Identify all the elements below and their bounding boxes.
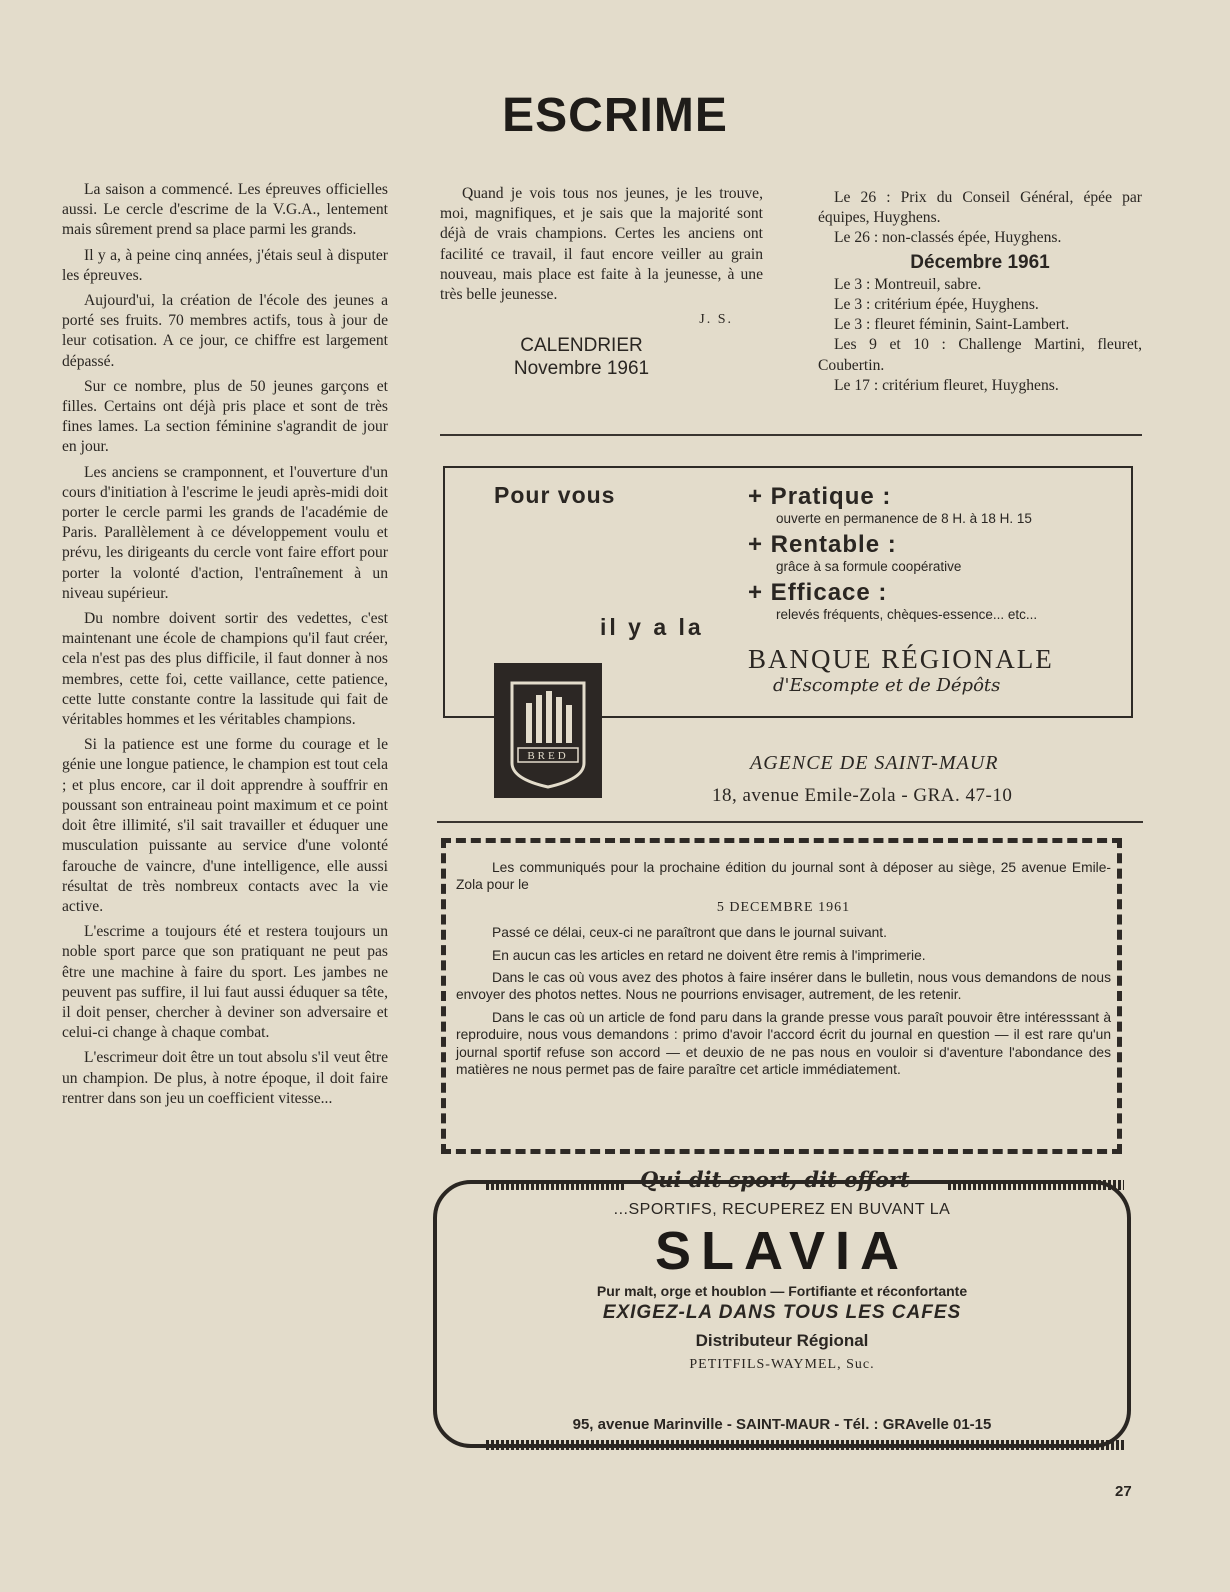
bred-feature-title: + Rentable :	[748, 531, 897, 558]
bred-feature-title: + Pratique :	[748, 483, 892, 510]
calendar-entry: Le 3 : Montreuil, sabre.	[834, 275, 982, 293]
article-column-1	[62, 180, 388, 1114]
slavia-line-2: Pur malt, orge et houblon — Fortifiante et réconfortante	[596, 1283, 968, 1299]
calendar-entry: Les 9 et 10 : Challenge Martini, fleuret, Coubertin.	[818, 336, 1142, 374]
slavia-line-3: EXIGEZ-LA DANS TOUS LES CAFES	[602, 1302, 962, 1323]
calendar-heading: CALENDRIER	[520, 335, 643, 357]
agency-name: AGENCE DE SAINT-MAUR	[750, 752, 999, 774]
article-paragraph: L'escrime a toujours été et restera toujours un noble sport parce que son pratiquant ne peut pas être une machine à faire du sport. Les jambes ne peuvent pas suffire, il lui faut aussi éduquer sa tête, il doit penser, chercher à deviner son adversaire et celui-ci change à chaque combat.	[62, 923, 388, 1042]
slavia-line-5: PETITFILS-WAYMEL, Suc.	[689, 1357, 875, 1372]
notice-deadline-date: 5 DECEMBRE 1961	[716, 899, 851, 915]
article-column-2	[440, 184, 763, 380]
slavia-slogan: Qui dit sport, dit effort	[640, 1167, 910, 1192]
bred-shield-icon	[494, 663, 602, 798]
divider-rule	[437, 821, 1143, 823]
article-paragraph: L'escrimeur doit être un tout absolu s'il veut être un champion. De plus, à notre époque, il doit faire rentrer dans son jeu un coefficient vitesse...	[62, 1049, 388, 1107]
calendar-month-november: Novembre 1961	[513, 358, 650, 380]
article-paragraph: Du nombre doivent sortir des vedettes, c'est maintenant une école de champions qu'il faut créer, cela n'est pas des plus difficile, il faut donner à nos membres, cette foi, cette vaillance, cette patience, cette lutte constante contre la lassitude qui fait de véritables hommes et les véritables champions.	[62, 610, 388, 729]
bred-ad-pour-vous: Pour vous	[494, 482, 616, 508]
article-paragraph: Sur ce nombre, plus de 50 jeunes garçons et filles. Certains ont déjà pris place et sont de très fines lames. La section féminine s'agrandit de jour en jour.	[62, 377, 388, 456]
slavia-brand: SLAVIA	[654, 1221, 909, 1281]
bred-feature	[748, 580, 1037, 623]
article-paragraph: Les anciens se cramponnent, et l'ouverture d'un cours d'initiation à l'escrime le jeudi après-midi doit porter le cercle parmi les grands de l'académie de Paris. Parallèlement à ce développement voulu et prévu, les dirigeants du cercle vont faire effort pour porter la volonté d'action, l'entraînement à un niveau supérieur.	[62, 463, 388, 602]
bred-feature-desc: ouverte en permanence de 8 H. à 18 H. 15	[776, 511, 1032, 526]
bred-feature-title: + Efficace :	[748, 579, 888, 606]
article-paragraph: Si la patience est une forme du courage et le génie une longue patience, le champion est tout cela ; et plus encore, car il doit apprendre à souffrir en poussant son entraineau point maximum et ce point doit être illimité, s'il sait travailler et éduquer une musculation puissante au service d'une volonté farouche de vaincre, d'une intelligence, elle aussi résultat de très nombreux contacts avec la vie active.	[62, 736, 388, 915]
bred-logo	[494, 663, 602, 798]
calendar-entry: Le 3 : fleuret féminin, Saint-Lambert.	[834, 316, 1070, 334]
notice-paragraph: Dans le cas où vous avez des photos à faire insérer dans le bulletin, nous vous demandons de nous envoyer des photos nettes. Nous ne pourrions envisager, autrement, de les retenir.	[456, 970, 1111, 1003]
calendar-column	[818, 188, 1142, 396]
page-number: 27	[1115, 1483, 1132, 1500]
calendar-month-december: Décembre 1961	[910, 251, 1050, 273]
article-paragraph: La saison a commencé. Les épreuves officielles aussi. Le cercle d'escrime de la V.G.A., lentement mais sûrement prend sa place parmi les grands.	[62, 181, 388, 239]
article-paragraph: Il y a, à peine cinq années, j'étais seul à disputer les épreuves.	[62, 246, 388, 284]
bred-logo-text: BRED	[527, 750, 569, 762]
article-paragraph: Quand je vois tous nos jeunes, je les trouve, moi, magnifiques, et je sais que la majorité sont déjà de vrais champions. Certes les anciens ont facilité ce travail, il faut encore veiller au grain nouveau, mais place est faite à la jeunesse, à une très belle jeunesse.	[440, 185, 763, 304]
decorative-bar	[948, 1180, 1124, 1190]
bred-feature-desc: relevés fréquents, chèques-essence... etc...	[776, 607, 1038, 622]
bred-feature	[748, 532, 961, 575]
decorative-bar	[486, 1440, 1126, 1450]
bred-feature-desc: grâce à sa formule coopérative	[776, 559, 962, 574]
bred-ad-il-y-a-la: il y a la	[600, 614, 704, 640]
article-paragraph: Aujourd'ui, la création de l'école des jeunes a porté ses fruits. 70 membres actifs, tous à jour de leur cotisation. A ce jour, ce chiffre est largement dépassé.	[62, 292, 388, 370]
notice-paragraph: Les communiqués pour la prochaine édition du journal sont à déposer au siège, 25 avenue Emile-Zola pour le	[456, 860, 1111, 893]
agency-address: 18, avenue Emile-Zola - GRA. 47-10	[712, 785, 1013, 806]
bred-feature	[748, 484, 1032, 527]
page-title: ESCRIME	[502, 89, 728, 142]
author-signature: J. S.	[699, 312, 733, 328]
bank-subtitle: d'Escompte et de Dépôts	[773, 675, 1001, 696]
calendar-entry: Le 26 : non-classés épée, Huyghens.	[834, 229, 1062, 247]
slavia-address: 95, avenue Marinville - SAINT-MAUR - Tél. : GRAvelle 01-15	[572, 1416, 992, 1433]
notice-paragraph: En aucun cas les articles en retard ne doivent être remis à l'imprimerie.	[492, 947, 926, 963]
decorative-bar	[486, 1180, 626, 1190]
divider-rule	[440, 434, 1142, 436]
notice-paragraph: Dans le cas où un article de fond paru dans la grande presse vous paraît pouvoir être intéresssant à reproduire, nous vous demandons : primo d'avoir l'accord écrit du journal en question — il est rare qu'un journal sportif refuse son accord — et deuxio de ne pas nous en vouloir si d'aventure l'abondance des matières ne nous permet pas de faire paraître cet article immédiatement.	[456, 1009, 1111, 1078]
slavia-line-1: ...SPORTIFS, RECUPEREZ EN BUVANT LA	[613, 1201, 951, 1218]
notice-paragraph: Passé ce délai, ceux-ci ne paraîtront que dans le journal suivant.	[492, 925, 887, 941]
calendar-entry: Le 3 : critérium épée, Huyghens.	[834, 296, 1039, 314]
slavia-line-4: Distributeur Régional	[695, 1331, 869, 1350]
calendar-entry: Le 17 : critérium fleuret, Huyghens.	[834, 376, 1059, 394]
notice-box	[441, 838, 1122, 1154]
calendar-entry: Le 26 : Prix du Conseil Général, épée par équipes, Huyghens.	[818, 189, 1142, 227]
bank-name: BANQUE RÉGIONALE	[748, 644, 1054, 674]
